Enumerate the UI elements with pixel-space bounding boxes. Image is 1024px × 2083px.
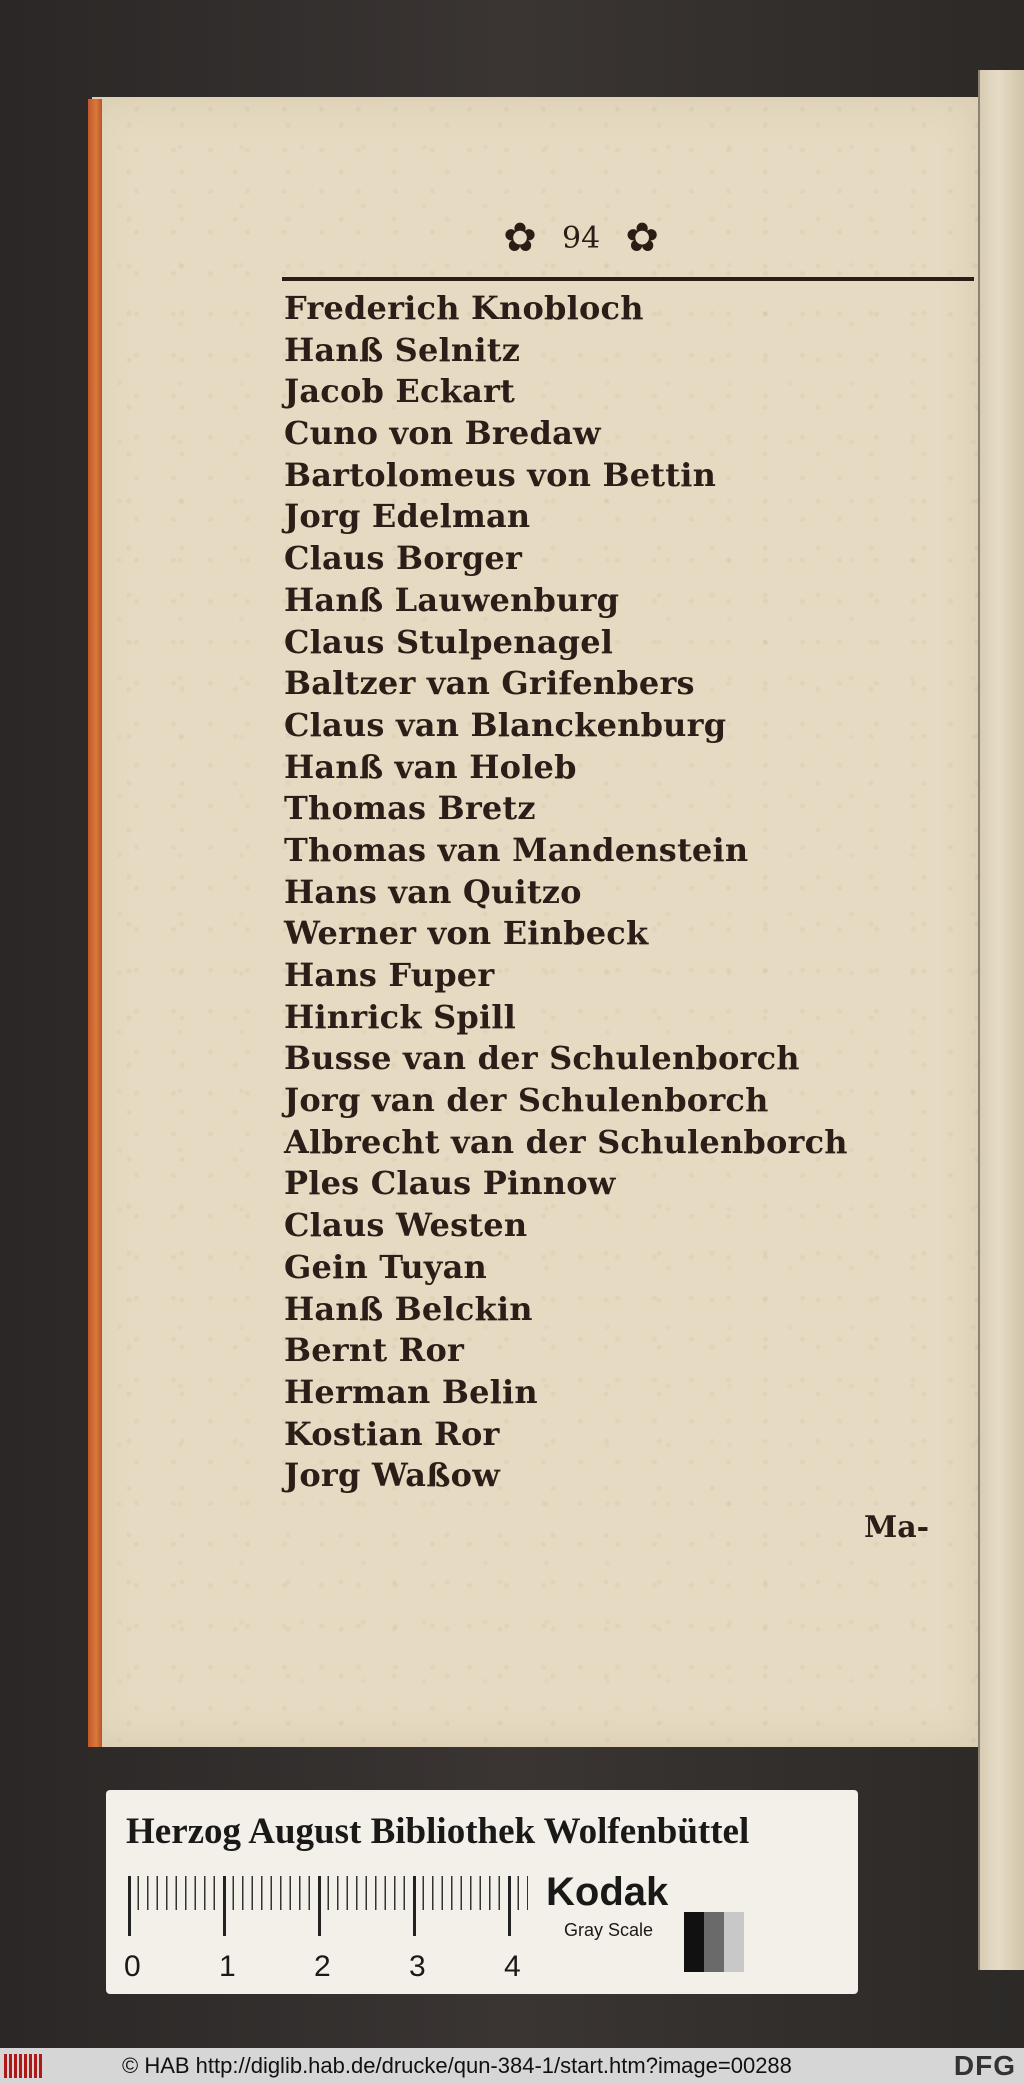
name-entry: Werner von Einbeck [284,914,649,953]
hab-logo-icon [4,2053,50,2079]
name-entry: Hanß Selnitz [284,330,521,369]
ruler-major-tick [128,1876,131,1936]
name-entry: Jorg Edelman [284,497,531,536]
name-entry: Herman Belin [284,1372,538,1411]
ruler-label: 2 [314,1950,331,1983]
ruler-ticks [128,1876,528,1936]
gray-scale-label: Gray Scale [564,1920,654,1940]
gray-patches [684,1912,744,1972]
name-entry: Claus Stulpenagel [284,622,614,661]
name-entry: Bartolomeus von Bettin [284,455,717,494]
name-entry: Hinrick Spill [284,997,517,1036]
name-entry: Hans van Quitzo [284,872,582,911]
color-reference-card [106,1790,858,1994]
ruler-label: 4 [504,1950,521,1983]
name-entry: Albrecht van der Schulenborch [284,1122,848,1161]
gray-patch-dark [684,1912,704,1972]
ruler-label: 0 [124,1950,141,1983]
ruler-major-tick [508,1876,511,1936]
name-entry: Baltzer van Grifenbers [284,664,695,703]
ruler-major-tick [413,1876,416,1936]
name-entry: Claus Borger [284,539,523,578]
ruler-scale [124,1876,528,1986]
dfg-logo: DFG [953,2050,1016,2081]
name-entry: Thomas van Mandenstein [284,830,749,869]
name-entry: Thomas Bretz [284,789,536,828]
kodak-brand: Kodak [546,1870,669,1914]
name-entry: Hanß Belckin [284,1289,533,1328]
copyright-url-link[interactable]: © HAB http://diglib.hab.de/drucke/qun-384-1/start.htm?image=00288 [122,2052,792,2078]
ruler-major-tick [223,1876,226,1936]
library-title: Herzog August Bibliothek Wolfenbüttel [126,1811,750,1852]
gray-patch-mid [704,1912,724,1972]
rosette-ornament-icon: ✿ [625,215,659,261]
name-entry: Jorg Waßow [284,1456,500,1495]
name-entry: Claus Westen [284,1206,528,1245]
name-entry: Jacob Eckart [284,372,516,411]
name-entry: Kostian Ror [284,1414,500,1453]
name-entry: Ples Claus Pinnow [284,1164,616,1203]
status-bar [0,2048,1024,2083]
name-list [284,288,884,1497]
red-page-edge [88,99,102,1747]
name-entry: Hans Fuper [284,956,495,994]
catchword: Ma- [864,1510,930,1545]
name-entry: Frederich Knobloch [284,289,644,327]
name-entry: Gein Tuyan [284,1247,487,1286]
following-pages-edge [978,70,1024,1970]
page-header [500,210,780,266]
name-entry: Hanß Lauwenburg [284,580,620,619]
page-number: 94 [562,220,601,256]
name-entry: Jorg van der Schulenborch [284,1081,769,1120]
gray-patch-light [724,1912,744,1972]
name-entry: Bernt Ror [284,1331,465,1370]
name-entry: Claus van Blanckenburg [284,705,727,744]
header-rule [282,277,974,281]
ruler-label: 3 [409,1950,426,1983]
name-entry: Cuno von Bredaw [284,414,601,453]
rosette-ornament-icon: ✿ [503,215,537,261]
ruler-major-tick [318,1876,321,1936]
ruler-label: 1 [219,1950,236,1983]
name-entry: Hanß van Holeb [284,747,577,786]
name-entry: Busse van der Schulenborch [284,1039,800,1078]
